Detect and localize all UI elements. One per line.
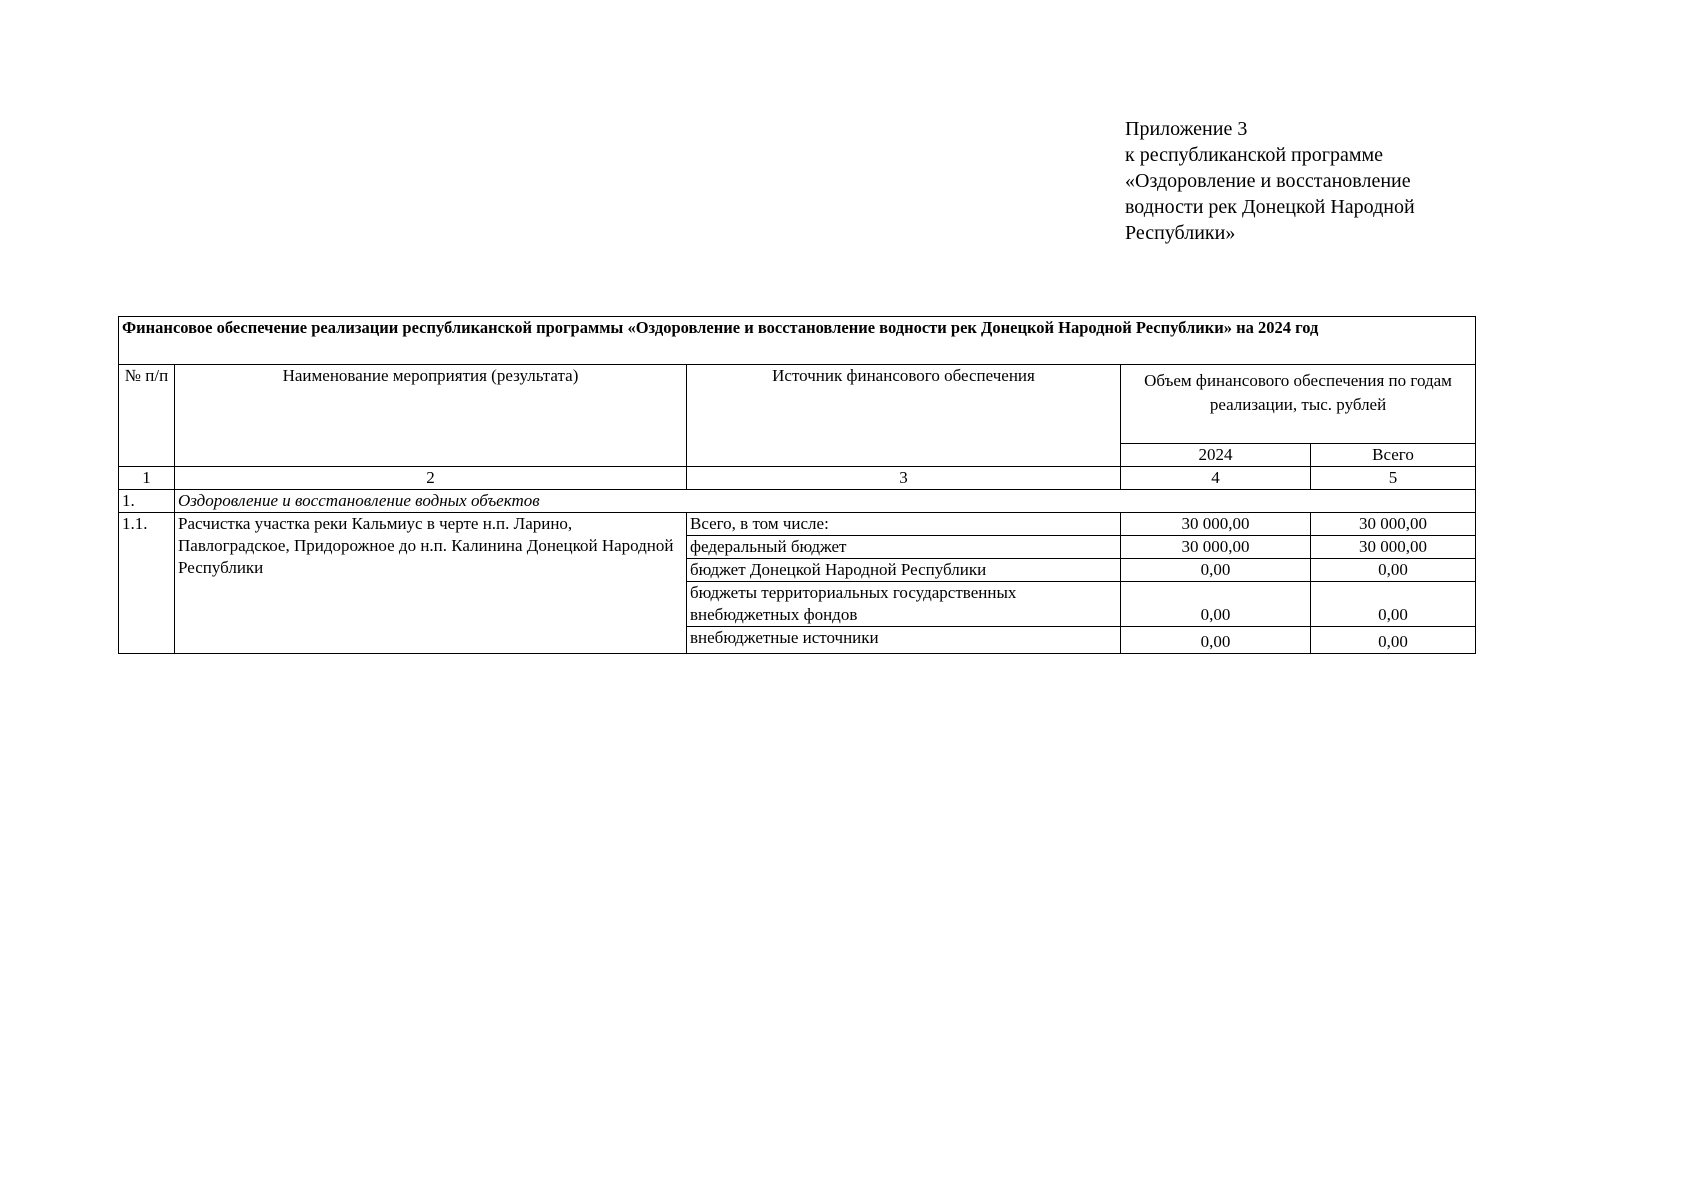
header-num: № п/п	[119, 365, 175, 467]
source-cell: внебюджетные источники	[687, 627, 1121, 654]
item-num: 1.1.	[119, 513, 175, 654]
total-value: 0,00	[1311, 582, 1476, 627]
year-value: 0,00	[1121, 559, 1311, 582]
header-row	[119, 365, 1476, 444]
financing-table	[118, 316, 1476, 654]
column-number: 5	[1311, 467, 1476, 490]
total-value: 0,00	[1311, 559, 1476, 582]
column-number: 4	[1121, 467, 1311, 490]
year-value: 0,00	[1121, 627, 1311, 654]
total-value: 0,00	[1311, 627, 1476, 654]
appendix-note	[1125, 116, 1545, 246]
total-value: 30 000,00	[1311, 513, 1476, 536]
source-cell: Всего, в том числе:	[687, 513, 1121, 536]
appendix-line: водности рек Донецкой Народной	[1125, 196, 1415, 218]
appendix-line: «Оздоровление и восстановление	[1125, 170, 1411, 192]
item-name: Расчистка участка реки Кальмиус в черте н.п. Ларино, Павлоградское, Придорожное до н.п. Калинина Донецкой Народной Республики	[175, 513, 687, 654]
section-row	[119, 490, 1476, 513]
table-title-row	[119, 317, 1476, 365]
appendix-line: Приложение 3	[1125, 118, 1248, 140]
section-name: Оздоровление и восстановление водных объектов	[175, 490, 1476, 513]
header-name: Наименование мероприятия (результата)	[175, 365, 687, 467]
appendix-line: Республики»	[1125, 222, 1236, 244]
header-volume: Объем финансового обеспечения по годам реализации, тыс. рублей	[1121, 365, 1476, 444]
table-title: Финансовое обеспечение реализации республиканской программы «Оздоровление и восстановление водности рек Донецкой Народной Республики» на 2024 год	[119, 317, 1476, 365]
source-cell: бюджет Донецкой Народной Республики	[687, 559, 1121, 582]
column-number: 3	[687, 467, 1121, 490]
column-numbers-row	[119, 467, 1476, 490]
header-year: 2024	[1121, 444, 1311, 467]
column-number: 1	[119, 467, 175, 490]
table-row	[119, 513, 1476, 536]
year-value: 0,00	[1121, 582, 1311, 627]
year-value: 30 000,00	[1121, 536, 1311, 559]
year-value: 30 000,00	[1121, 513, 1311, 536]
source-cell: федеральный бюджет	[687, 536, 1121, 559]
column-number: 2	[175, 467, 687, 490]
header-source: Источник финансового обеспечения	[687, 365, 1121, 467]
total-value: 30 000,00	[1311, 536, 1476, 559]
source-cell: бюджеты территориальных государственных внебюджетных фондов	[687, 582, 1121, 627]
section-num: 1.	[119, 490, 175, 513]
header-total: Всего	[1311, 444, 1476, 467]
appendix-line: к республиканской программе	[1125, 144, 1384, 166]
